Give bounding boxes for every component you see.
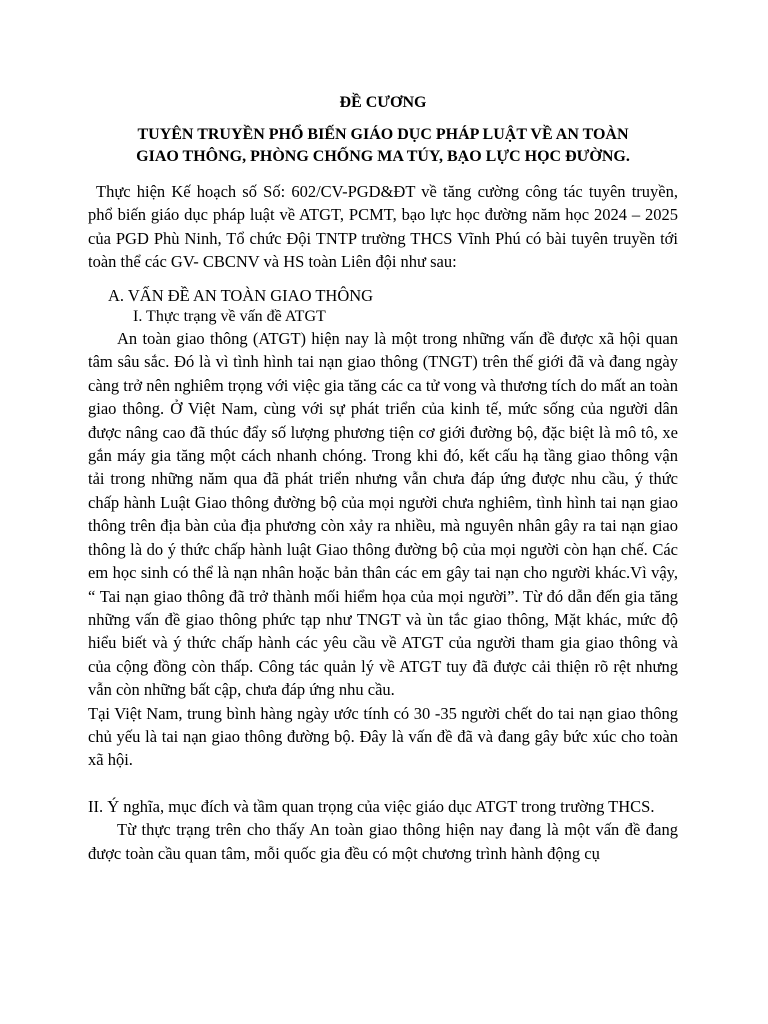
paragraph-spacer [88,772,678,795]
section-heading-a-2: II. Ý nghĩa, mục đích và tầm quan trọng của việc giáo dục ATGT trong trường THCS. [88,796,655,816]
document-subtitle [88,124,678,168]
section-heading-a: A. VẤN ĐỀ AN TOÀN GIAO THÔNG [108,285,374,305]
section-heading-a-1: I. Thực trạng về vấn đề ATGT [133,308,326,326]
body-paragraph-1: An toàn giao thông (ATGT) hiện nay là một trong những vấn đề được xã hội quan tâm sâu sắc. Đó là vì tình hình tai nạn giao thông (TNGT) trên thế giới đã và đang ngày càng trở nên nghiêm trọng với việc gia tăng các ca tử vong và thương tích do mất an toàn giao thông. Ở Việt Nam, cùng với sự phát triển của kinh tế, mức sống của người dân được nâng cao đã thúc đẩy số lượng phương tiện cơ giới đường bộ, đặc biệt là mô tô, xe gắn máy gia tăng một cách nhanh chóng. Trong khi đó, kết cấu hạ tầng giao thông vận tải trong những năm qua đã phát triển nhưng vẫn chưa đáp ứng được nhu cầu, ý thức chấp hành Luật Giao thông đường bộ của mọi người chưa nghiêm, tình hình tai nạn giao thông trên địa bàn của địa phương còn xảy ra nhiều, mà nguyên nhân gây ra tai nạn giao thông là do ý thức chấp hành luật Giao thông đường bộ của mọi người còn hạn chế. Các em học sinh có thể là nạn nhân hoặc bản thân các em gây tai nạn cho người khác.Vì vậy, “ Tai nạn giao thông đã trở thành mối hiểm họa của mọi người”. Từ đó dẫn đến gia tăng những vấn đề giao thông phức tạp như TNGT và ùn tắc giao thông, Mặt khác, mức độ hiểu biết và ý thức chấp hành các yêu cầu về ATGT của người tham gia giao thông và của cộng đồng còn thấp. Công tác quản lý về ATGT tuy đã được cải thiện rõ rệt nhưng vẫn còn những bất cập, chưa đáp ứng nhu cầu. [88,329,678,700]
body-paragraph-3: Từ thực trạng trên cho thấy An toàn giao thông hiện nay đang là một vấn đề đang được toàn cầu quan tâm, mỗi quốc gia đều có một chương trình hành động cụ [88,820,678,863]
document-page [88,92,678,865]
document-title: ĐỀ CƯƠNG [339,94,427,111]
document-subtitle-line-2: GIAO THÔNG, PHÒNG CHỐNG MA TÚY, BẠO LỰC HỌC ĐƯỜNG. [136,148,630,165]
intro-paragraph: Thực hiện Kế hoạch số Số: 602/CV-PGD&ĐT về tăng cường công tác tuyên truyền, phổ biến giáo dục pháp luật về ATGT, PCMT, bạo lực học đường năm học 2024 – 2025 của PGD Phù Ninh, Tổ chức Đội TNTP trường THCS Vĩnh Phú có bài tuyên truyền tới toàn thể các GV- CBCNV và HS toàn Liên đội như sau: [88,182,678,272]
document-subtitle-line-1: TUYÊN TRUYỀN PHỔ BIẾN GIÁO DỤC PHÁP LUẬT VỀ AN TOÀN [137,126,629,143]
body-paragraph-2: Tại Việt Nam, trung bình hàng ngày ước tính có 30 -35 người chết do tai nạn giao thông chủ yếu là tai nạn giao thông đường bộ. Đây là vấn đề đã và đang gây bức xúc cho toàn xã hội. [88,703,678,770]
